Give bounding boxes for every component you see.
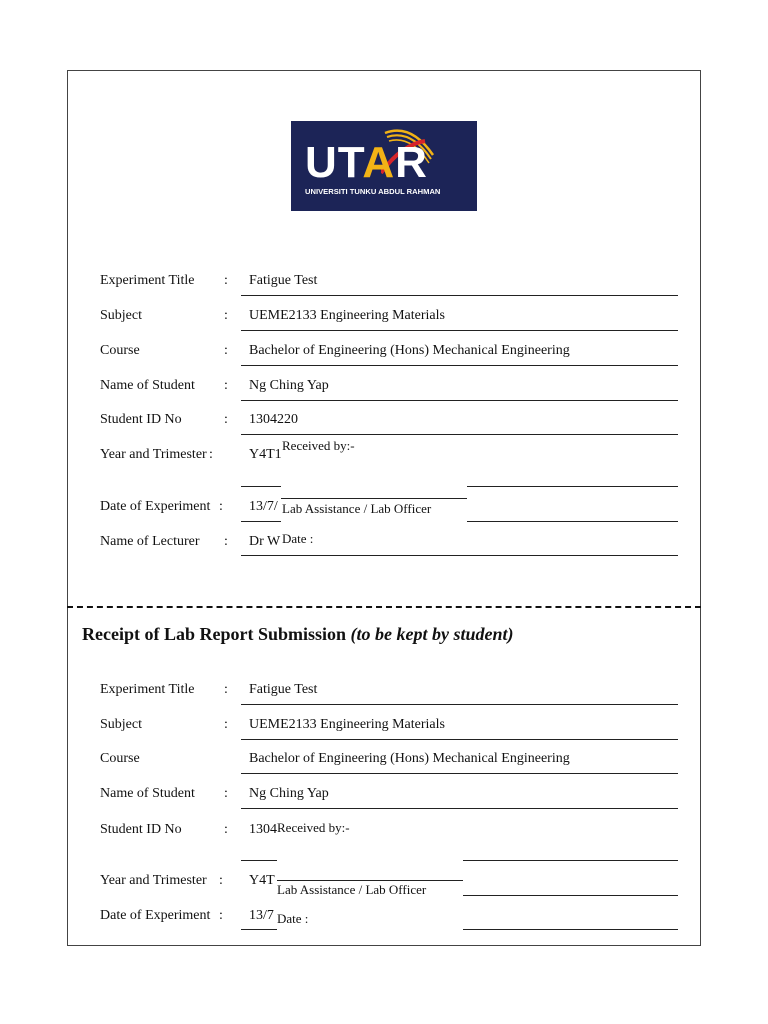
colon: : bbox=[224, 682, 228, 697]
colon: : bbox=[224, 717, 228, 732]
receipt-heading: Receipt of Lab Report Submission (to be kept by student) bbox=[82, 624, 514, 644]
student-id-value: 1304220 bbox=[249, 412, 298, 427]
subject-underline bbox=[241, 330, 678, 331]
receipt-received-by-label: Received by:- bbox=[277, 820, 350, 835]
receipt-date-of-experiment-value: 13/7 bbox=[249, 908, 274, 923]
receipt-date-field-label: Date : bbox=[277, 911, 309, 926]
receipt-subject-label: Subject bbox=[100, 717, 142, 732]
receipt-student-id-underline bbox=[241, 860, 277, 861]
subject-label: Subject bbox=[100, 308, 142, 323]
receipt-date-underline bbox=[463, 929, 678, 930]
receipt-experiment-title-value: Fatigue Test bbox=[249, 682, 318, 697]
student-id-label: Student ID No bbox=[100, 412, 182, 427]
colon: : bbox=[219, 873, 223, 888]
receipt-course-label: Course bbox=[100, 751, 140, 766]
student-name-label: Name of Student bbox=[100, 378, 195, 393]
colon: : bbox=[224, 308, 228, 323]
receipt-year-trimester-value: Y4T bbox=[249, 873, 275, 888]
signature-line bbox=[281, 498, 467, 499]
colon: : bbox=[224, 378, 228, 393]
lab-officer-underline bbox=[467, 521, 678, 522]
date-of-experiment-label: Date of Experiment bbox=[100, 499, 211, 514]
colon: : bbox=[224, 822, 228, 837]
student-id-underline bbox=[241, 434, 678, 435]
date-field-label: Date : bbox=[282, 531, 314, 546]
receipt-course-value: Bachelor of Engineering (Hons) Mechanical Engineering bbox=[249, 751, 570, 766]
colon: : bbox=[224, 343, 228, 358]
date-of-experiment-value: 13/7/ bbox=[249, 499, 278, 514]
colon: : bbox=[219, 499, 223, 514]
year-trimester-value: Y4T1 bbox=[249, 447, 282, 462]
lecturer-value: Dr W bbox=[249, 534, 281, 549]
utar-logo bbox=[291, 121, 477, 211]
colon: : bbox=[224, 412, 228, 427]
course-value: Bachelor of Engineering (Hons) Mechanical Engineering bbox=[249, 343, 570, 358]
logo-subtitle: UNIVERSITI TUNKU ABDUL RAHMAN bbox=[305, 187, 441, 196]
lecturer-label: Name of Lecturer bbox=[100, 534, 200, 549]
receipt-year-trimester-label: Year and Trimester bbox=[100, 873, 207, 888]
year-trimester-underline bbox=[241, 486, 281, 487]
receipt-student-id-value: 1304 bbox=[249, 822, 277, 837]
experiment-title-underline bbox=[241, 295, 678, 296]
colon: : bbox=[209, 447, 213, 462]
receipt-student-name-underline bbox=[241, 808, 678, 809]
receipt-signature-line bbox=[277, 880, 463, 881]
receipt-received-by-underline bbox=[463, 860, 678, 861]
lecturer-underline bbox=[241, 555, 678, 556]
receipt-student-id-label: Student ID No bbox=[100, 822, 182, 837]
colon: : bbox=[224, 786, 228, 801]
receipt-date-of-experiment-underline bbox=[241, 929, 277, 930]
receipt-subject-underline bbox=[241, 739, 678, 740]
subject-value: UEME2133 Engineering Materials bbox=[249, 308, 445, 323]
receipt-student-name-value: Ng Ching Yap bbox=[249, 786, 329, 801]
received-by-label: Received by:- bbox=[282, 438, 355, 453]
date-of-experiment-underline bbox=[241, 521, 281, 522]
receipt-subject-value: UEME2133 Engineering Materials bbox=[249, 717, 445, 732]
lab-officer-label: Lab Assistance / Lab Officer bbox=[282, 501, 432, 516]
receipt-lab-officer-label: Lab Assistance / Lab Officer bbox=[277, 882, 427, 897]
experiment-title-label: Experiment Title bbox=[100, 273, 195, 288]
receipt-student-name-label: Name of Student bbox=[100, 786, 195, 801]
receipt-lab-officer-underline bbox=[463, 895, 678, 896]
course-underline bbox=[241, 365, 678, 366]
colon: : bbox=[219, 908, 223, 923]
course-label: Course bbox=[100, 343, 140, 358]
receipt-date-of-experiment-label: Date of Experiment bbox=[100, 908, 211, 923]
colon: : bbox=[224, 534, 228, 549]
student-name-value: Ng Ching Yap bbox=[249, 378, 329, 393]
cut-line bbox=[67, 606, 701, 608]
year-trimester-label: Year and Trimester bbox=[100, 447, 207, 462]
received-by-underline bbox=[467, 486, 678, 487]
receipt-experiment-title-label: Experiment Title bbox=[100, 682, 195, 697]
colon: : bbox=[224, 273, 228, 288]
receipt-experiment-title-underline bbox=[241, 704, 678, 705]
student-name-underline bbox=[241, 400, 678, 401]
experiment-title-value: Fatigue Test bbox=[249, 273, 318, 288]
logo-wordmark: UTAR bbox=[305, 138, 428, 187]
receipt-course-underline bbox=[241, 773, 678, 774]
